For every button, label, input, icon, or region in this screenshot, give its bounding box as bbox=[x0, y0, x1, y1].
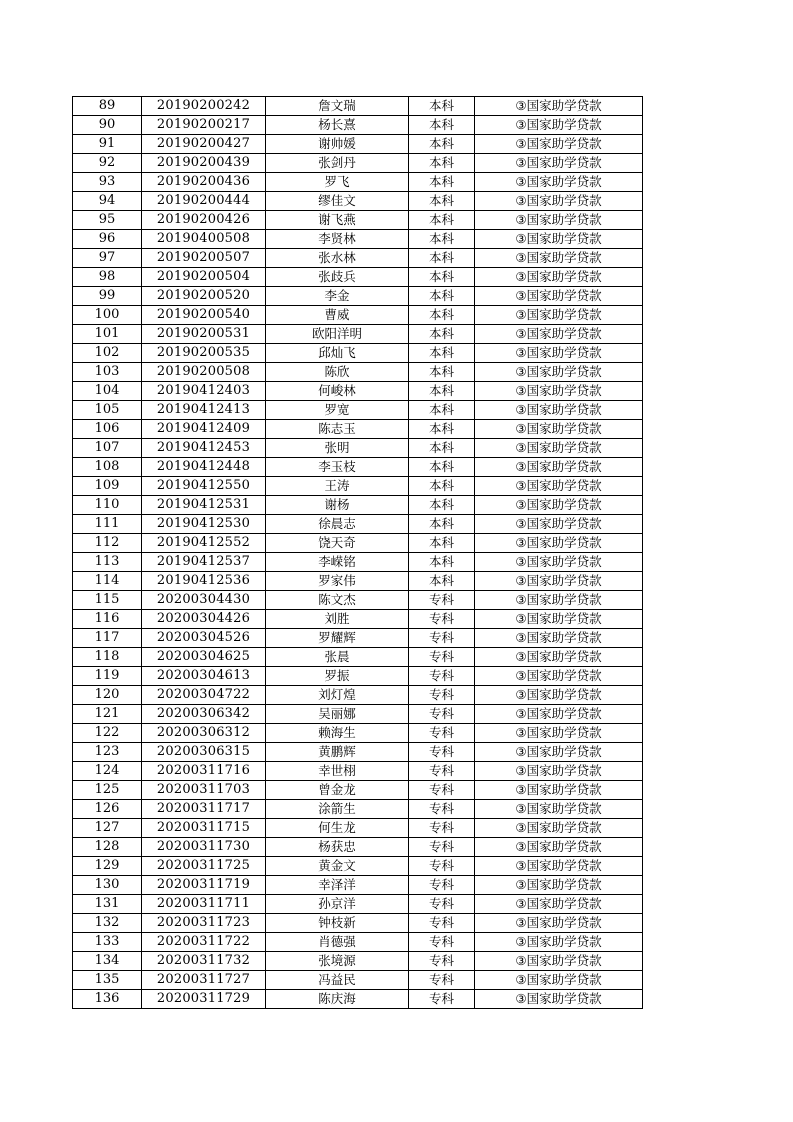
student-name-cell: 幸世栩 bbox=[266, 762, 409, 781]
student-name-cell: 杨获忠 bbox=[266, 838, 409, 857]
student-name-cell: 孙京洋 bbox=[266, 895, 409, 914]
aid-type-cell: ③国家助学贷款 bbox=[475, 610, 643, 629]
education-level-cell: 专科 bbox=[409, 705, 475, 724]
table-row bbox=[73, 363, 643, 382]
education-level-cell: 本科 bbox=[409, 97, 475, 116]
student-id-cell: 20200304625 bbox=[142, 648, 266, 667]
aid-type-cell: ③国家助学贷款 bbox=[475, 325, 643, 344]
table-row bbox=[73, 154, 643, 173]
table-row bbox=[73, 914, 643, 933]
student-name-cell: 欧阳洋明 bbox=[266, 325, 409, 344]
student-id-cell: 20200311727 bbox=[142, 971, 266, 990]
table-row bbox=[73, 496, 643, 515]
aid-type-cell: ③国家助学贷款 bbox=[475, 705, 643, 724]
student-name-cell: 张晨 bbox=[266, 648, 409, 667]
table-row bbox=[73, 781, 643, 800]
student-id-cell: 20190400508 bbox=[142, 230, 266, 249]
aid-type-cell: ③国家助学贷款 bbox=[475, 97, 643, 116]
student-name-cell: 李玉枝 bbox=[266, 458, 409, 477]
education-level-cell: 本科 bbox=[409, 458, 475, 477]
table-row bbox=[73, 610, 643, 629]
row-number-cell: 118 bbox=[73, 648, 142, 667]
education-level-cell: 本科 bbox=[409, 420, 475, 439]
row-number-cell: 105 bbox=[73, 401, 142, 420]
education-level-cell: 专科 bbox=[409, 990, 475, 1009]
row-number-cell: 120 bbox=[73, 686, 142, 705]
table-row bbox=[73, 135, 643, 154]
aid-type-cell: ③国家助学贷款 bbox=[475, 667, 643, 686]
student-name-cell: 涂箭生 bbox=[266, 800, 409, 819]
aid-type-cell: ③国家助学贷款 bbox=[475, 762, 643, 781]
aid-type-cell: ③国家助学贷款 bbox=[475, 990, 643, 1009]
table-row bbox=[73, 838, 643, 857]
row-number-cell: 104 bbox=[73, 382, 142, 401]
table-row bbox=[73, 743, 643, 762]
row-number-cell: 109 bbox=[73, 477, 142, 496]
row-number-cell: 108 bbox=[73, 458, 142, 477]
table-row bbox=[73, 173, 643, 192]
aid-type-cell: ③国家助学贷款 bbox=[475, 477, 643, 496]
student-id-cell: 20200304526 bbox=[142, 629, 266, 648]
table-row bbox=[73, 477, 643, 496]
row-number-cell: 97 bbox=[73, 249, 142, 268]
row-number-cell: 93 bbox=[73, 173, 142, 192]
table-row bbox=[73, 287, 643, 306]
education-level-cell: 本科 bbox=[409, 477, 475, 496]
table-row bbox=[73, 762, 643, 781]
row-number-cell: 114 bbox=[73, 572, 142, 591]
table-row bbox=[73, 971, 643, 990]
education-level-cell: 本科 bbox=[409, 135, 475, 154]
table-row bbox=[73, 325, 643, 344]
student-id-cell: 20190412448 bbox=[142, 458, 266, 477]
student-name-cell: 黄鹏辉 bbox=[266, 743, 409, 762]
table-row bbox=[73, 800, 643, 819]
student-name-cell: 曹威 bbox=[266, 306, 409, 325]
row-number-cell: 116 bbox=[73, 610, 142, 629]
row-number-cell: 122 bbox=[73, 724, 142, 743]
table-body bbox=[73, 97, 643, 1009]
aid-type-cell: ③国家助学贷款 bbox=[475, 401, 643, 420]
student-id-cell: 20200306342 bbox=[142, 705, 266, 724]
student-id-cell: 20200304613 bbox=[142, 667, 266, 686]
education-level-cell: 专科 bbox=[409, 800, 475, 819]
aid-type-cell: ③国家助学贷款 bbox=[475, 819, 643, 838]
table-row bbox=[73, 705, 643, 724]
student-id-cell: 20200306315 bbox=[142, 743, 266, 762]
student-id-cell: 20200311711 bbox=[142, 895, 266, 914]
education-level-cell: 本科 bbox=[409, 287, 475, 306]
student-name-cell: 肖德强 bbox=[266, 933, 409, 952]
education-level-cell: 专科 bbox=[409, 781, 475, 800]
row-number-cell: 99 bbox=[73, 287, 142, 306]
row-number-cell: 91 bbox=[73, 135, 142, 154]
aid-type-cell: ③国家助学贷款 bbox=[475, 591, 643, 610]
table-row bbox=[73, 876, 643, 895]
student-id-cell: 20190412453 bbox=[142, 439, 266, 458]
student-id-cell: 20200304426 bbox=[142, 610, 266, 629]
student-id-cell: 20190412413 bbox=[142, 401, 266, 420]
student-id-cell: 20190200436 bbox=[142, 173, 266, 192]
student-id-cell: 20190200242 bbox=[142, 97, 266, 116]
row-number-cell: 125 bbox=[73, 781, 142, 800]
aid-type-cell: ③国家助学贷款 bbox=[475, 268, 643, 287]
table-row bbox=[73, 211, 643, 230]
table-row bbox=[73, 192, 643, 211]
education-level-cell: 专科 bbox=[409, 724, 475, 743]
table-row bbox=[73, 895, 643, 914]
student-name-cell: 赖海生 bbox=[266, 724, 409, 743]
row-number-cell: 115 bbox=[73, 591, 142, 610]
student-id-cell: 20190200427 bbox=[142, 135, 266, 154]
student-name-cell: 缪佳文 bbox=[266, 192, 409, 211]
row-number-cell: 96 bbox=[73, 230, 142, 249]
education-level-cell: 本科 bbox=[409, 401, 475, 420]
student-name-cell: 罗飞 bbox=[266, 173, 409, 192]
student-id-cell: 20200311717 bbox=[142, 800, 266, 819]
education-level-cell: 本科 bbox=[409, 230, 475, 249]
row-number-cell: 124 bbox=[73, 762, 142, 781]
education-level-cell: 专科 bbox=[409, 933, 475, 952]
student-id-cell: 20190412536 bbox=[142, 572, 266, 591]
aid-type-cell: ③国家助学贷款 bbox=[475, 515, 643, 534]
table-row bbox=[73, 572, 643, 591]
student-name-cell: 李贤林 bbox=[266, 230, 409, 249]
student-name-cell: 罗振 bbox=[266, 667, 409, 686]
education-level-cell: 本科 bbox=[409, 439, 475, 458]
aid-type-cell: ③国家助学贷款 bbox=[475, 211, 643, 230]
education-level-cell: 本科 bbox=[409, 325, 475, 344]
student-name-cell: 陈庆海 bbox=[266, 990, 409, 1009]
table-row bbox=[73, 458, 643, 477]
table-row bbox=[73, 344, 643, 363]
student-name-cell: 何生龙 bbox=[266, 819, 409, 838]
student-id-cell: 20200304722 bbox=[142, 686, 266, 705]
student-name-cell: 张歧兵 bbox=[266, 268, 409, 287]
row-number-cell: 121 bbox=[73, 705, 142, 724]
student-id-cell: 20190200217 bbox=[142, 116, 266, 135]
education-level-cell: 专科 bbox=[409, 876, 475, 895]
education-level-cell: 本科 bbox=[409, 154, 475, 173]
education-level-cell: 本科 bbox=[409, 553, 475, 572]
education-level-cell: 本科 bbox=[409, 496, 475, 515]
student-name-cell: 张水林 bbox=[266, 249, 409, 268]
aid-type-cell: ③国家助学贷款 bbox=[475, 458, 643, 477]
student-id-cell: 20190200439 bbox=[142, 154, 266, 173]
row-number-cell: 123 bbox=[73, 743, 142, 762]
student-name-cell: 饶天奇 bbox=[266, 534, 409, 553]
student-id-cell: 20190412537 bbox=[142, 553, 266, 572]
student-name-cell: 杨长熹 bbox=[266, 116, 409, 135]
student-id-cell: 20200311722 bbox=[142, 933, 266, 952]
student-name-cell: 冯益民 bbox=[266, 971, 409, 990]
education-level-cell: 专科 bbox=[409, 895, 475, 914]
student-id-cell: 20190200444 bbox=[142, 192, 266, 211]
table-row bbox=[73, 553, 643, 572]
table-row bbox=[73, 116, 643, 135]
table-row bbox=[73, 724, 643, 743]
table-row bbox=[73, 591, 643, 610]
student-id-cell: 20190412531 bbox=[142, 496, 266, 515]
aid-type-cell: ③国家助学贷款 bbox=[475, 287, 643, 306]
student-name-cell: 何峻林 bbox=[266, 382, 409, 401]
aid-type-cell: ③国家助学贷款 bbox=[475, 686, 643, 705]
table-row bbox=[73, 648, 643, 667]
row-number-cell: 117 bbox=[73, 629, 142, 648]
education-level-cell: 本科 bbox=[409, 268, 475, 287]
row-number-cell: 134 bbox=[73, 952, 142, 971]
aid-type-cell: ③国家助学贷款 bbox=[475, 629, 643, 648]
table-row bbox=[73, 515, 643, 534]
student-name-cell: 谢帅媛 bbox=[266, 135, 409, 154]
row-number-cell: 132 bbox=[73, 914, 142, 933]
student-name-cell: 谢杨 bbox=[266, 496, 409, 515]
table-row bbox=[73, 306, 643, 325]
row-number-cell: 112 bbox=[73, 534, 142, 553]
row-number-cell: 119 bbox=[73, 667, 142, 686]
student-id-cell: 20190412530 bbox=[142, 515, 266, 534]
student-name-cell: 李金 bbox=[266, 287, 409, 306]
education-level-cell: 本科 bbox=[409, 173, 475, 192]
student-name-cell: 李嵘铭 bbox=[266, 553, 409, 572]
education-level-cell: 本科 bbox=[409, 192, 475, 211]
student-id-cell: 20200306312 bbox=[142, 724, 266, 743]
aid-type-cell: ③国家助学贷款 bbox=[475, 914, 643, 933]
table-row bbox=[73, 629, 643, 648]
education-level-cell: 本科 bbox=[409, 116, 475, 135]
student-id-cell: 20200311715 bbox=[142, 819, 266, 838]
table-row bbox=[73, 990, 643, 1009]
row-number-cell: 126 bbox=[73, 800, 142, 819]
aid-type-cell: ③国家助学贷款 bbox=[475, 363, 643, 382]
education-level-cell: 专科 bbox=[409, 952, 475, 971]
table-row bbox=[73, 819, 643, 838]
student-loan-table bbox=[72, 96, 643, 1009]
table-row bbox=[73, 933, 643, 952]
row-number-cell: 89 bbox=[73, 97, 142, 116]
education-level-cell: 专科 bbox=[409, 667, 475, 686]
row-number-cell: 131 bbox=[73, 895, 142, 914]
aid-type-cell: ③国家助学贷款 bbox=[475, 230, 643, 249]
aid-type-cell: ③国家助学贷款 bbox=[475, 496, 643, 515]
aid-type-cell: ③国家助学贷款 bbox=[475, 135, 643, 154]
education-level-cell: 本科 bbox=[409, 363, 475, 382]
row-number-cell: 128 bbox=[73, 838, 142, 857]
aid-type-cell: ③国家助学贷款 bbox=[475, 249, 643, 268]
aid-type-cell: ③国家助学贷款 bbox=[475, 743, 643, 762]
row-number-cell: 113 bbox=[73, 553, 142, 572]
student-name-cell: 王涛 bbox=[266, 477, 409, 496]
student-name-cell: 徐晨志 bbox=[266, 515, 409, 534]
student-name-cell: 黄金文 bbox=[266, 857, 409, 876]
student-id-cell: 20200311723 bbox=[142, 914, 266, 933]
education-level-cell: 本科 bbox=[409, 306, 475, 325]
aid-type-cell: ③国家助学贷款 bbox=[475, 173, 643, 192]
aid-type-cell: ③国家助学贷款 bbox=[475, 534, 643, 553]
education-level-cell: 专科 bbox=[409, 743, 475, 762]
aid-type-cell: ③国家助学贷款 bbox=[475, 648, 643, 667]
education-level-cell: 本科 bbox=[409, 344, 475, 363]
education-level-cell: 专科 bbox=[409, 629, 475, 648]
aid-type-cell: ③国家助学贷款 bbox=[475, 781, 643, 800]
education-level-cell: 本科 bbox=[409, 249, 475, 268]
row-number-cell: 101 bbox=[73, 325, 142, 344]
education-level-cell: 本科 bbox=[409, 382, 475, 401]
student-id-cell: 20190200540 bbox=[142, 306, 266, 325]
aid-type-cell: ③国家助学贷款 bbox=[475, 439, 643, 458]
row-number-cell: 94 bbox=[73, 192, 142, 211]
student-id-cell: 20200311719 bbox=[142, 876, 266, 895]
education-level-cell: 专科 bbox=[409, 648, 475, 667]
aid-type-cell: ③国家助学贷款 bbox=[475, 952, 643, 971]
row-number-cell: 106 bbox=[73, 420, 142, 439]
student-id-cell: 20200311725 bbox=[142, 857, 266, 876]
education-level-cell: 本科 bbox=[409, 534, 475, 553]
table-row bbox=[73, 382, 643, 401]
table-row bbox=[73, 249, 643, 268]
education-level-cell: 专科 bbox=[409, 819, 475, 838]
row-number-cell: 133 bbox=[73, 933, 142, 952]
student-name-cell: 吴丽娜 bbox=[266, 705, 409, 724]
aid-type-cell: ③国家助学贷款 bbox=[475, 838, 643, 857]
student-id-cell: 20190412550 bbox=[142, 477, 266, 496]
student-name-cell: 刘胜 bbox=[266, 610, 409, 629]
table-row bbox=[73, 857, 643, 876]
aid-type-cell: ③国家助学贷款 bbox=[475, 382, 643, 401]
aid-type-cell: ③国家助学贷款 bbox=[475, 553, 643, 572]
table-row bbox=[73, 439, 643, 458]
row-number-cell: 127 bbox=[73, 819, 142, 838]
student-id-cell: 20200311732 bbox=[142, 952, 266, 971]
education-level-cell: 本科 bbox=[409, 572, 475, 591]
aid-type-cell: ③国家助学贷款 bbox=[475, 154, 643, 173]
row-number-cell: 98 bbox=[73, 268, 142, 287]
student-name-cell: 刘灯煌 bbox=[266, 686, 409, 705]
row-number-cell: 129 bbox=[73, 857, 142, 876]
education-level-cell: 专科 bbox=[409, 762, 475, 781]
table-row bbox=[73, 534, 643, 553]
student-id-cell: 20190200531 bbox=[142, 325, 266, 344]
student-name-cell: 张境源 bbox=[266, 952, 409, 971]
education-level-cell: 专科 bbox=[409, 857, 475, 876]
row-number-cell: 103 bbox=[73, 363, 142, 382]
table-row bbox=[73, 97, 643, 116]
aid-type-cell: ③国家助学贷款 bbox=[475, 724, 643, 743]
student-name-cell: 张剑丹 bbox=[266, 154, 409, 173]
row-number-cell: 92 bbox=[73, 154, 142, 173]
student-id-cell: 20190200426 bbox=[142, 211, 266, 230]
education-level-cell: 专科 bbox=[409, 914, 475, 933]
aid-type-cell: ③国家助学贷款 bbox=[475, 572, 643, 591]
student-id-cell: 20190200504 bbox=[142, 268, 266, 287]
row-number-cell: 100 bbox=[73, 306, 142, 325]
student-name-cell: 谢飞燕 bbox=[266, 211, 409, 230]
education-level-cell: 专科 bbox=[409, 971, 475, 990]
table-row bbox=[73, 268, 643, 287]
student-name-cell: 罗耀辉 bbox=[266, 629, 409, 648]
row-number-cell: 107 bbox=[73, 439, 142, 458]
student-name-cell: 邱灿飞 bbox=[266, 344, 409, 363]
student-name-cell: 陈文杰 bbox=[266, 591, 409, 610]
student-name-cell: 张明 bbox=[266, 439, 409, 458]
table-row bbox=[73, 686, 643, 705]
table-row bbox=[73, 420, 643, 439]
row-number-cell: 95 bbox=[73, 211, 142, 230]
row-number-cell: 136 bbox=[73, 990, 142, 1009]
student-id-cell: 20190200520 bbox=[142, 287, 266, 306]
student-id-cell: 20190200508 bbox=[142, 363, 266, 382]
aid-type-cell: ③国家助学贷款 bbox=[475, 876, 643, 895]
aid-type-cell: ③国家助学贷款 bbox=[475, 800, 643, 819]
student-id-cell: 20200311729 bbox=[142, 990, 266, 1009]
student-id-cell: 20190412409 bbox=[142, 420, 266, 439]
aid-type-cell: ③国家助学贷款 bbox=[475, 116, 643, 135]
education-level-cell: 专科 bbox=[409, 610, 475, 629]
aid-type-cell: ③国家助学贷款 bbox=[475, 933, 643, 952]
student-name-cell: 詹文瑞 bbox=[266, 97, 409, 116]
student-name-cell: 罗宽 bbox=[266, 401, 409, 420]
education-level-cell: 本科 bbox=[409, 211, 475, 230]
student-id-cell: 20190200507 bbox=[142, 249, 266, 268]
aid-type-cell: ③国家助学贷款 bbox=[475, 971, 643, 990]
row-number-cell: 102 bbox=[73, 344, 142, 363]
aid-type-cell: ③国家助学贷款 bbox=[475, 306, 643, 325]
student-id-cell: 20200304430 bbox=[142, 591, 266, 610]
student-name-cell: 罗家伟 bbox=[266, 572, 409, 591]
table-row bbox=[73, 401, 643, 420]
student-id-cell: 20200311703 bbox=[142, 781, 266, 800]
row-number-cell: 135 bbox=[73, 971, 142, 990]
student-id-cell: 20190412403 bbox=[142, 382, 266, 401]
student-id-cell: 20190200535 bbox=[142, 344, 266, 363]
aid-type-cell: ③国家助学贷款 bbox=[475, 344, 643, 363]
education-level-cell: 专科 bbox=[409, 591, 475, 610]
row-number-cell: 110 bbox=[73, 496, 142, 515]
student-name-cell: 幸泽洋 bbox=[266, 876, 409, 895]
row-number-cell: 111 bbox=[73, 515, 142, 534]
student-name-cell: 陈欣 bbox=[266, 363, 409, 382]
student-name-cell: 钟枝新 bbox=[266, 914, 409, 933]
student-name-cell: 陈志玉 bbox=[266, 420, 409, 439]
student-id-cell: 20190412552 bbox=[142, 534, 266, 553]
table-row bbox=[73, 230, 643, 249]
education-level-cell: 本科 bbox=[409, 515, 475, 534]
education-level-cell: 专科 bbox=[409, 838, 475, 857]
student-id-cell: 20200311716 bbox=[142, 762, 266, 781]
aid-type-cell: ③国家助学贷款 bbox=[475, 420, 643, 439]
table-row bbox=[73, 667, 643, 686]
student-id-cell: 20200311730 bbox=[142, 838, 266, 857]
aid-type-cell: ③国家助学贷款 bbox=[475, 857, 643, 876]
row-number-cell: 90 bbox=[73, 116, 142, 135]
row-number-cell: 130 bbox=[73, 876, 142, 895]
education-level-cell: 专科 bbox=[409, 686, 475, 705]
student-name-cell: 曾金龙 bbox=[266, 781, 409, 800]
aid-type-cell: ③国家助学贷款 bbox=[475, 895, 643, 914]
aid-type-cell: ③国家助学贷款 bbox=[475, 192, 643, 211]
table-row bbox=[73, 952, 643, 971]
